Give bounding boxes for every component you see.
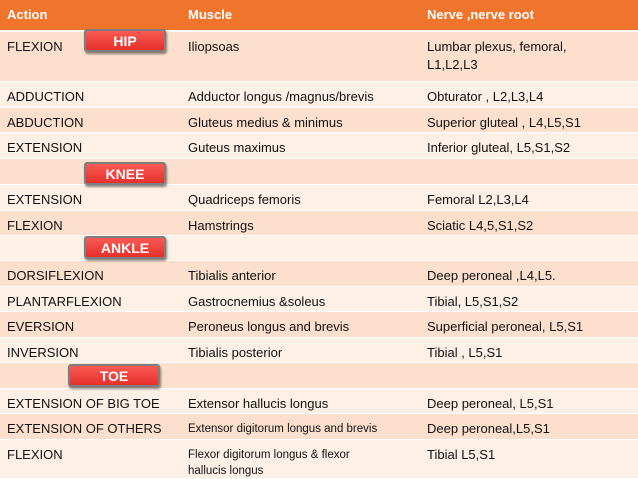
table-row [0,108,638,133]
action-cell: EXTENSION OF BIG TOE [7,396,160,411]
nerve-cell: Obturator , L2,L3,L4 [427,89,544,104]
table-row [0,287,638,312]
action-cell: PLANTARFLEXION [7,294,122,309]
table-row [0,185,638,211]
muscle-cell: Adductor longus /magnus/brevis [188,89,374,104]
muscle-cell: Quadriceps femoris [188,192,301,207]
nerve-cell: Sciatic L4,5,S1,S2 [427,218,534,233]
action-cell: FLEXION [7,218,63,233]
nerve-cell [425,32,638,74]
muscle-cell: Hamstrings [188,218,254,233]
action-cell: ABDUCTION [7,115,84,130]
nerve-cell: Deep peroneal, L5,S1 [427,396,554,411]
muscle-line: hallucis longus [188,465,264,477]
nerve-cell: Tibial L5,S1 [427,447,496,462]
section-badge-knee: KNEE [84,162,166,185]
section-badge-ankle: ANKLE [84,236,166,259]
table-row [0,82,638,108]
action-cell: EVERSION [7,319,75,334]
action-cell: ADDUCTION [7,89,85,104]
muscle-cell: Guteus maximus [188,140,286,155]
nerve-line: L1,L2,L3 [427,57,478,72]
section-badge-hip: HIP [84,29,166,52]
action-cell: EXTENSION OF OTHERS [7,421,162,436]
table-row [0,261,638,287]
table-row [0,389,638,414]
header-nerve: Nerve ,nerve root [427,7,534,22]
action-cell: EXTENSION [7,192,83,207]
muscle-cell: Iliopsoas [188,39,240,54]
muscle-cell: Tibialis posterior [188,345,283,360]
action-cell: FLEXION [7,447,63,462]
muscle-cell: Extensor digitorum longus and brevis [188,423,378,435]
table-row [0,133,638,159]
nerve-cell: Femoral L2,L3,L4 [427,192,529,207]
action-cell: FLEXION [7,39,63,54]
muscle-cell: Peroneus longus and brevis [188,319,350,334]
action-cell: DORSIFLEXION [7,268,104,283]
action-cell: EXTENSION [7,140,83,155]
muscle-line: Flexor digitorum longus & flexor [188,449,350,461]
muscle-cell [185,440,425,479]
nerve-cell: Tibial, L5,S1,S2 [427,294,519,309]
table-row [0,440,638,478]
table-row [0,312,638,338]
header-action: Action [7,7,48,22]
nerve-cell: Deep peroneal ,L4,L5. [427,268,556,283]
header-muscle: Muscle [188,7,233,22]
muscle-cell: Tibialis anterior [188,268,276,283]
nerve-cell: Superficial peroneal, L5,S1 [427,319,584,334]
nerve-cell: Tibial , L5,S1 [427,345,503,360]
table-row [0,338,638,363]
table-row [0,211,638,236]
nerve-cell: Deep peroneal,L5,S1 [427,421,550,436]
table-header-row [0,0,638,32]
section-badge-toe: TOE [68,364,160,387]
nerve-line: Lumbar plexus, femoral, [427,39,567,54]
nerve-cell: Superior gluteal , L4,L5,S1 [427,115,581,130]
action-cell: INVERSION [7,345,79,360]
table-row [0,414,638,440]
muscle-cell: Extensor hallucis longus [188,396,329,411]
nerve-cell: Inferior gluteal, L5,S1,S2 [427,140,571,155]
muscle-cell: Gluteus medius & minimus [188,115,343,130]
muscle-cell: Gastrocnemius &soleus [188,294,326,309]
